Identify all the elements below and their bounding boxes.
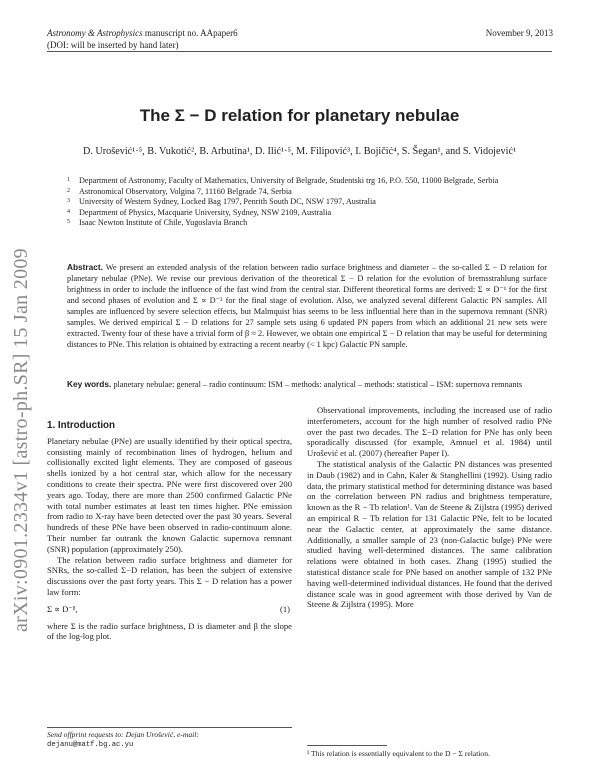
footnote-rule: [307, 745, 387, 746]
offprint-text: Send offprint requests to: Dejan Urošević, e-mail:: [47, 730, 199, 739]
header-rule: [47, 51, 552, 52]
left-column: [47, 421, 292, 642]
footnote-rule: [47, 727, 292, 728]
affiliation-item: 3 University of Western Sydney, Locked Bag 1797, Penrith South DC, NSW 1797, Australia: [67, 197, 376, 207]
manuscript-number: manuscript no. AApaper6: [142, 28, 238, 38]
affiliation-item: 1 Department of Astronomy, Faculty of Mathematics, University of Belgrade, Studentski trg 16, P.O. 550, 11000 Belgrade, Serbia: [67, 176, 499, 185]
paper-title: The Σ − D relation for planetary nebulae: [139, 106, 460, 125]
contact-email[interactable]: dejanu@matf.bg.ac.yu: [47, 741, 134, 749]
paragraph: The relation between radio surface brightness and diameter for SNRs, the so-called Σ−D relation, has been the subject of extensive discussions over the past forty years. This Σ − D relation has a power law form:: [47, 554, 292, 597]
equation-1: [47, 604, 292, 615]
equation: Σ ∝ D⁻ᵝ,: [47, 603, 78, 614]
offprint-footnote: [47, 730, 292, 750]
running-header: [47, 27, 427, 51]
paragraph: Planetary nebulae (PNe) are usually identified by their optical spectra, consisting mainly of recombination lines of hydrogen, helium and collisionally excited light elements. They are composed of gaseous shells ionized by a hot central star, which allow for the necessary conditions to create their spectra. PNe were first discovered over 200 years ago. Today, there are more than 2500 confirmed Galactic PNe with total number estimates at least ten times higher. PNe emission from radio to X-ray have been detected over the past 30 years. Several hundreds of these PNe have been observed in radio-continuum alone. Their number far outrank the known Galactic supernova remnant (SNR) population (approximately 250).: [47, 435, 292, 554]
paragraph: where Σ is the radio surface brightness, D is diameter and β the slope of the log-log plot.: [47, 620, 292, 642]
paragraph: The statistical analysis of the Galactic PN distances was presented in Daub (1982) and in Cahn, Kaler & Stanghellini (1992). Using radio data, the primary statistical method for determining distance was based on the correlation between PN radius and brightness temperature, known as the R − Tb relation¹. Van de Steene & Zijlstra (1995) derived an empirical R − Tb relation for 131 Galactic PNe, felt to be located near the Galactic center, at approximately the same distance. Additionally, a smaller sample of 23 (non-Galactic bulge) PNe were studied having well-determined distances. The same calibration relations were obtained in both cases. Zhang (1995) studied the statistical distance scale for PNe based on another sample of 132 PNe having well-determined individual distances. He found that the derived distance scale was in good agreement with those derived by Van de Steene & Zijlstra (1995). More: [307, 458, 552, 610]
keywords: [67, 379, 547, 390]
keywords-label: Key words.: [67, 379, 112, 389]
equation-number: (1): [279, 603, 290, 614]
abstract-label: Abstract.: [67, 262, 103, 272]
paragraph: Observational improvements, including the increased use of radio interferometers, account for the high number of resolved radio PNe over the past two decades. The Σ−D relation for PNe has only been sporadically discussed (for example, Amnuel et al. 1984) until Urošević et al. (2007) (hereafter Paper I).: [307, 405, 552, 459]
affiliation-item: 5 Isaac Newton Institute of Chile, Yugoslavia Branch: [67, 218, 248, 228]
section-heading: 1. Introduction: [47, 420, 116, 431]
journal-name: Astronomy & Astrophysics: [47, 28, 143, 38]
abstract: [67, 262, 547, 350]
author-list: D. Urošević¹·⁵, B. Vukotić², B. Arbutina¹, D. Ilić¹·⁵, M. Filipović³, I. Bojičić⁴, S. Šegan¹, and S. Vidojević¹: [82, 146, 517, 157]
doi-note: (DOI: will be inserted by hand later): [47, 40, 179, 50]
affiliation-item: 2 Astronomical Observatory, Volgina 7, 11160 Belgrade 74, Serbia: [67, 186, 292, 196]
arxiv-stamp[interactable]: arXiv:0901.2334v1 [astro-ph.SR] 15 Jan 2009: [10, 248, 32, 632]
right-column: [307, 405, 552, 610]
abstract-text: We present an extended analysis of the relation between radio surface brightness and diameter – the so-called Σ − D relation for planetary nebulae (PNe). We revise our previous derivation of the theoretical Σ − D relation for the evolution of bremsstrahlung surface brightness in order to include the influence of the fast wind from the central star. Different theoretical forms are derived: Σ ∝ D⁻¹ for the first and second phases of evolution and Σ ∝ D⁻³ for the final stage of evolution. Also, we analyzed several different Galactic PN samples. All samples are influenced by severe selection effects, but Malmquist bias seems to be less influential here than in the supernova remnant (SNR) samples. We derived empirical Σ − D relations for 27 sample sets using 6 updated PN papers from which an additional 21 new sets were extracted. Twenty four of these have a trivial form of β ≈ 2. However, we obtain one empirical Σ − D relation that may be useful for determining distances to PNe. This relation is obtained by extracting a recent nearby (< 1 kpc) Galactic PN sample.: [67, 263, 547, 349]
affiliation-list: [67, 176, 517, 229]
footnote-1: ¹ This relation is essentially equivalent to the D − Σ relation.: [307, 749, 490, 758]
affiliation-item: 4 Department of Physics, Macquarie University, Sydney, NSW 2109, Australia: [67, 207, 332, 217]
keywords-text: planetary nebulae: general – radio continuum: ISM – methods: analytical – methods: statistical – ISM: supernova remnants: [111, 380, 523, 389]
header-date: November 9, 2013: [485, 28, 553, 38]
